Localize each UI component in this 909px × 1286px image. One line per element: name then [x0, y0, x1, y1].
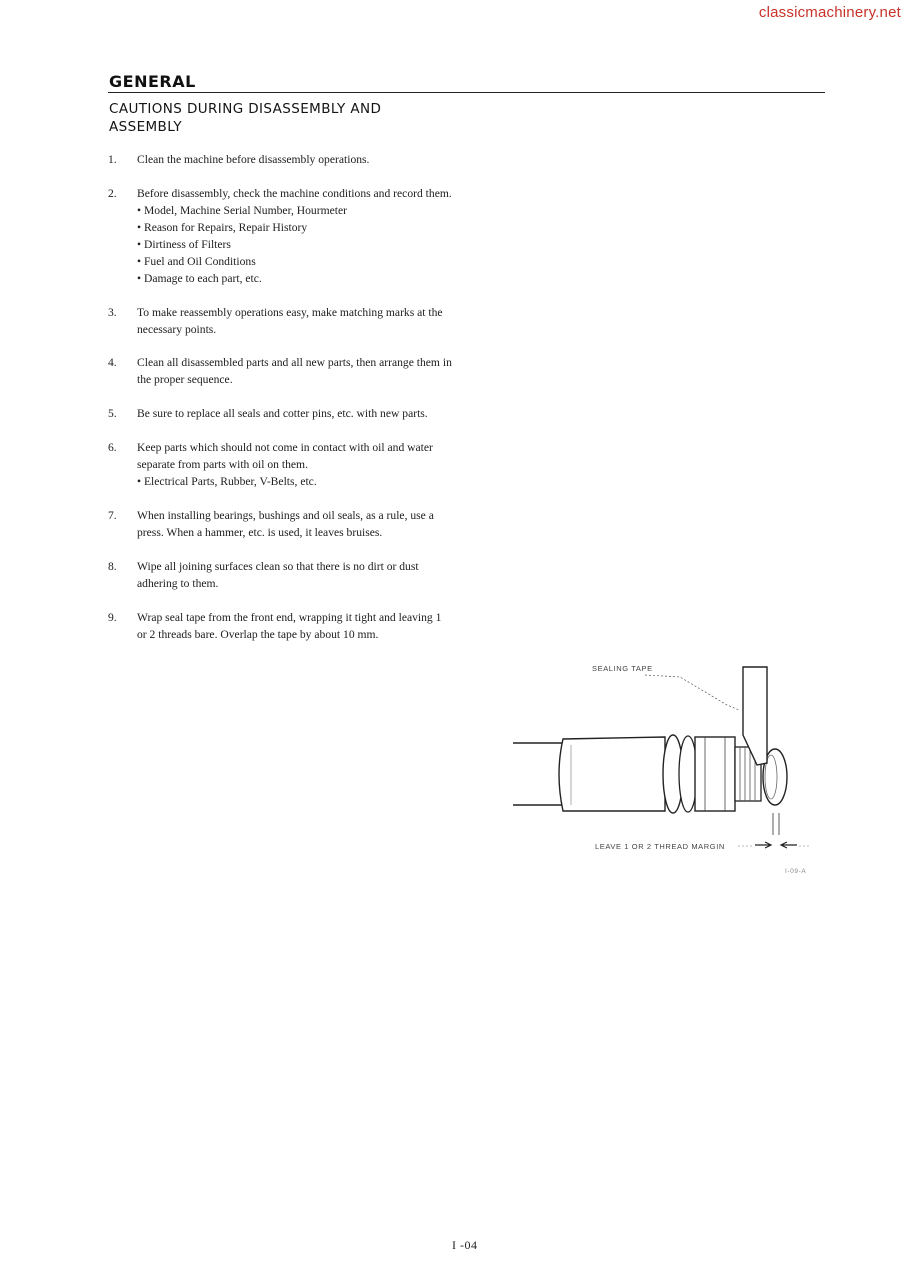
sub-item: • Electrical Parts, Rubber, V-Belts, etc.: [137, 473, 453, 490]
page-number: I -04: [452, 1238, 478, 1252]
sub-item: • Model, Machine Serial Number, Hourmeter: [137, 202, 453, 219]
pipe-illustration: [505, 655, 835, 880]
fitting-body: [559, 737, 665, 811]
item-text: Keep parts which should not come in contact with oil and water separate from parts with oil on them.: [137, 441, 433, 471]
list-item: [108, 405, 453, 422]
item-text: Be sure to replace all seals and cotter pins, etc. with new parts.: [137, 407, 428, 420]
item-text: Clean all disassembled parts and all new parts, then arrange them in the proper sequence.: [137, 356, 452, 386]
item-text: To make reassembly operations easy, make matching marks at the necessary points.: [137, 306, 443, 336]
item-number: 8.: [108, 560, 117, 573]
hex-nut: [695, 737, 735, 811]
collar-ring: [679, 736, 697, 812]
item-text: When installing bearings, bushings and oil seals, as a rule, use a press. When a hammer, etc. is used, it leaves bruises.: [137, 509, 434, 539]
list-item: [108, 304, 453, 338]
sub-item: • Reason for Repairs, Repair History: [137, 219, 453, 236]
item-text: Clean the machine before disassembly operations.: [137, 153, 370, 166]
sub-item: • Dirtiness of Filters: [137, 236, 453, 253]
list-item: [108, 354, 453, 388]
item-text: Wipe all joining surfaces clean so that there is no dirt or dust adhering to them.: [137, 560, 419, 590]
list-item: [108, 185, 453, 287]
item-number: 5.: [108, 407, 117, 420]
header-rule: [108, 92, 825, 93]
sub-item: • Fuel and Oil Conditions: [137, 253, 453, 270]
item-number: 2.: [108, 187, 117, 200]
figure-code: I-09-A: [785, 868, 807, 875]
item-text: Wrap seal tape from the front end, wrapping it tight and leaving 1 or 2 threads bare. Overlap the tape by about 10 mm.: [137, 611, 442, 641]
label-thread-margin: LEAVE 1 OR 2 THREAD MARGIN: [595, 842, 725, 851]
item-text: Before disassembly, check the machine conditions and record them.: [137, 187, 452, 200]
item-number: 9.: [108, 611, 117, 624]
section-title: GENERAL: [109, 72, 196, 91]
margin-arrow-right: [781, 842, 797, 848]
margin-arrow-left: [755, 842, 771, 848]
list-item: [108, 439, 453, 490]
label-sealing-tape: SEALING TAPE: [592, 664, 653, 673]
list-item: [108, 151, 453, 168]
seal-tape-figure: [505, 655, 835, 880]
watermark: classicmachinery.net: [758, 4, 901, 21]
caution-list: [108, 151, 453, 643]
list-item: [108, 507, 453, 541]
item-number: 3.: [108, 306, 117, 319]
list-item: [108, 609, 453, 643]
sub-item: • Damage to each part, etc.: [137, 270, 453, 287]
item-number: 7.: [108, 509, 117, 522]
item-number: 1.: [108, 153, 117, 166]
subtitle: CAUTIONS DURING DISASSEMBLY AND ASSEMBLY: [109, 101, 382, 135]
list-item: [108, 558, 453, 592]
item-number: 4.: [108, 356, 117, 369]
item-number: 6.: [108, 441, 117, 454]
tape-leader-line: [645, 675, 739, 710]
